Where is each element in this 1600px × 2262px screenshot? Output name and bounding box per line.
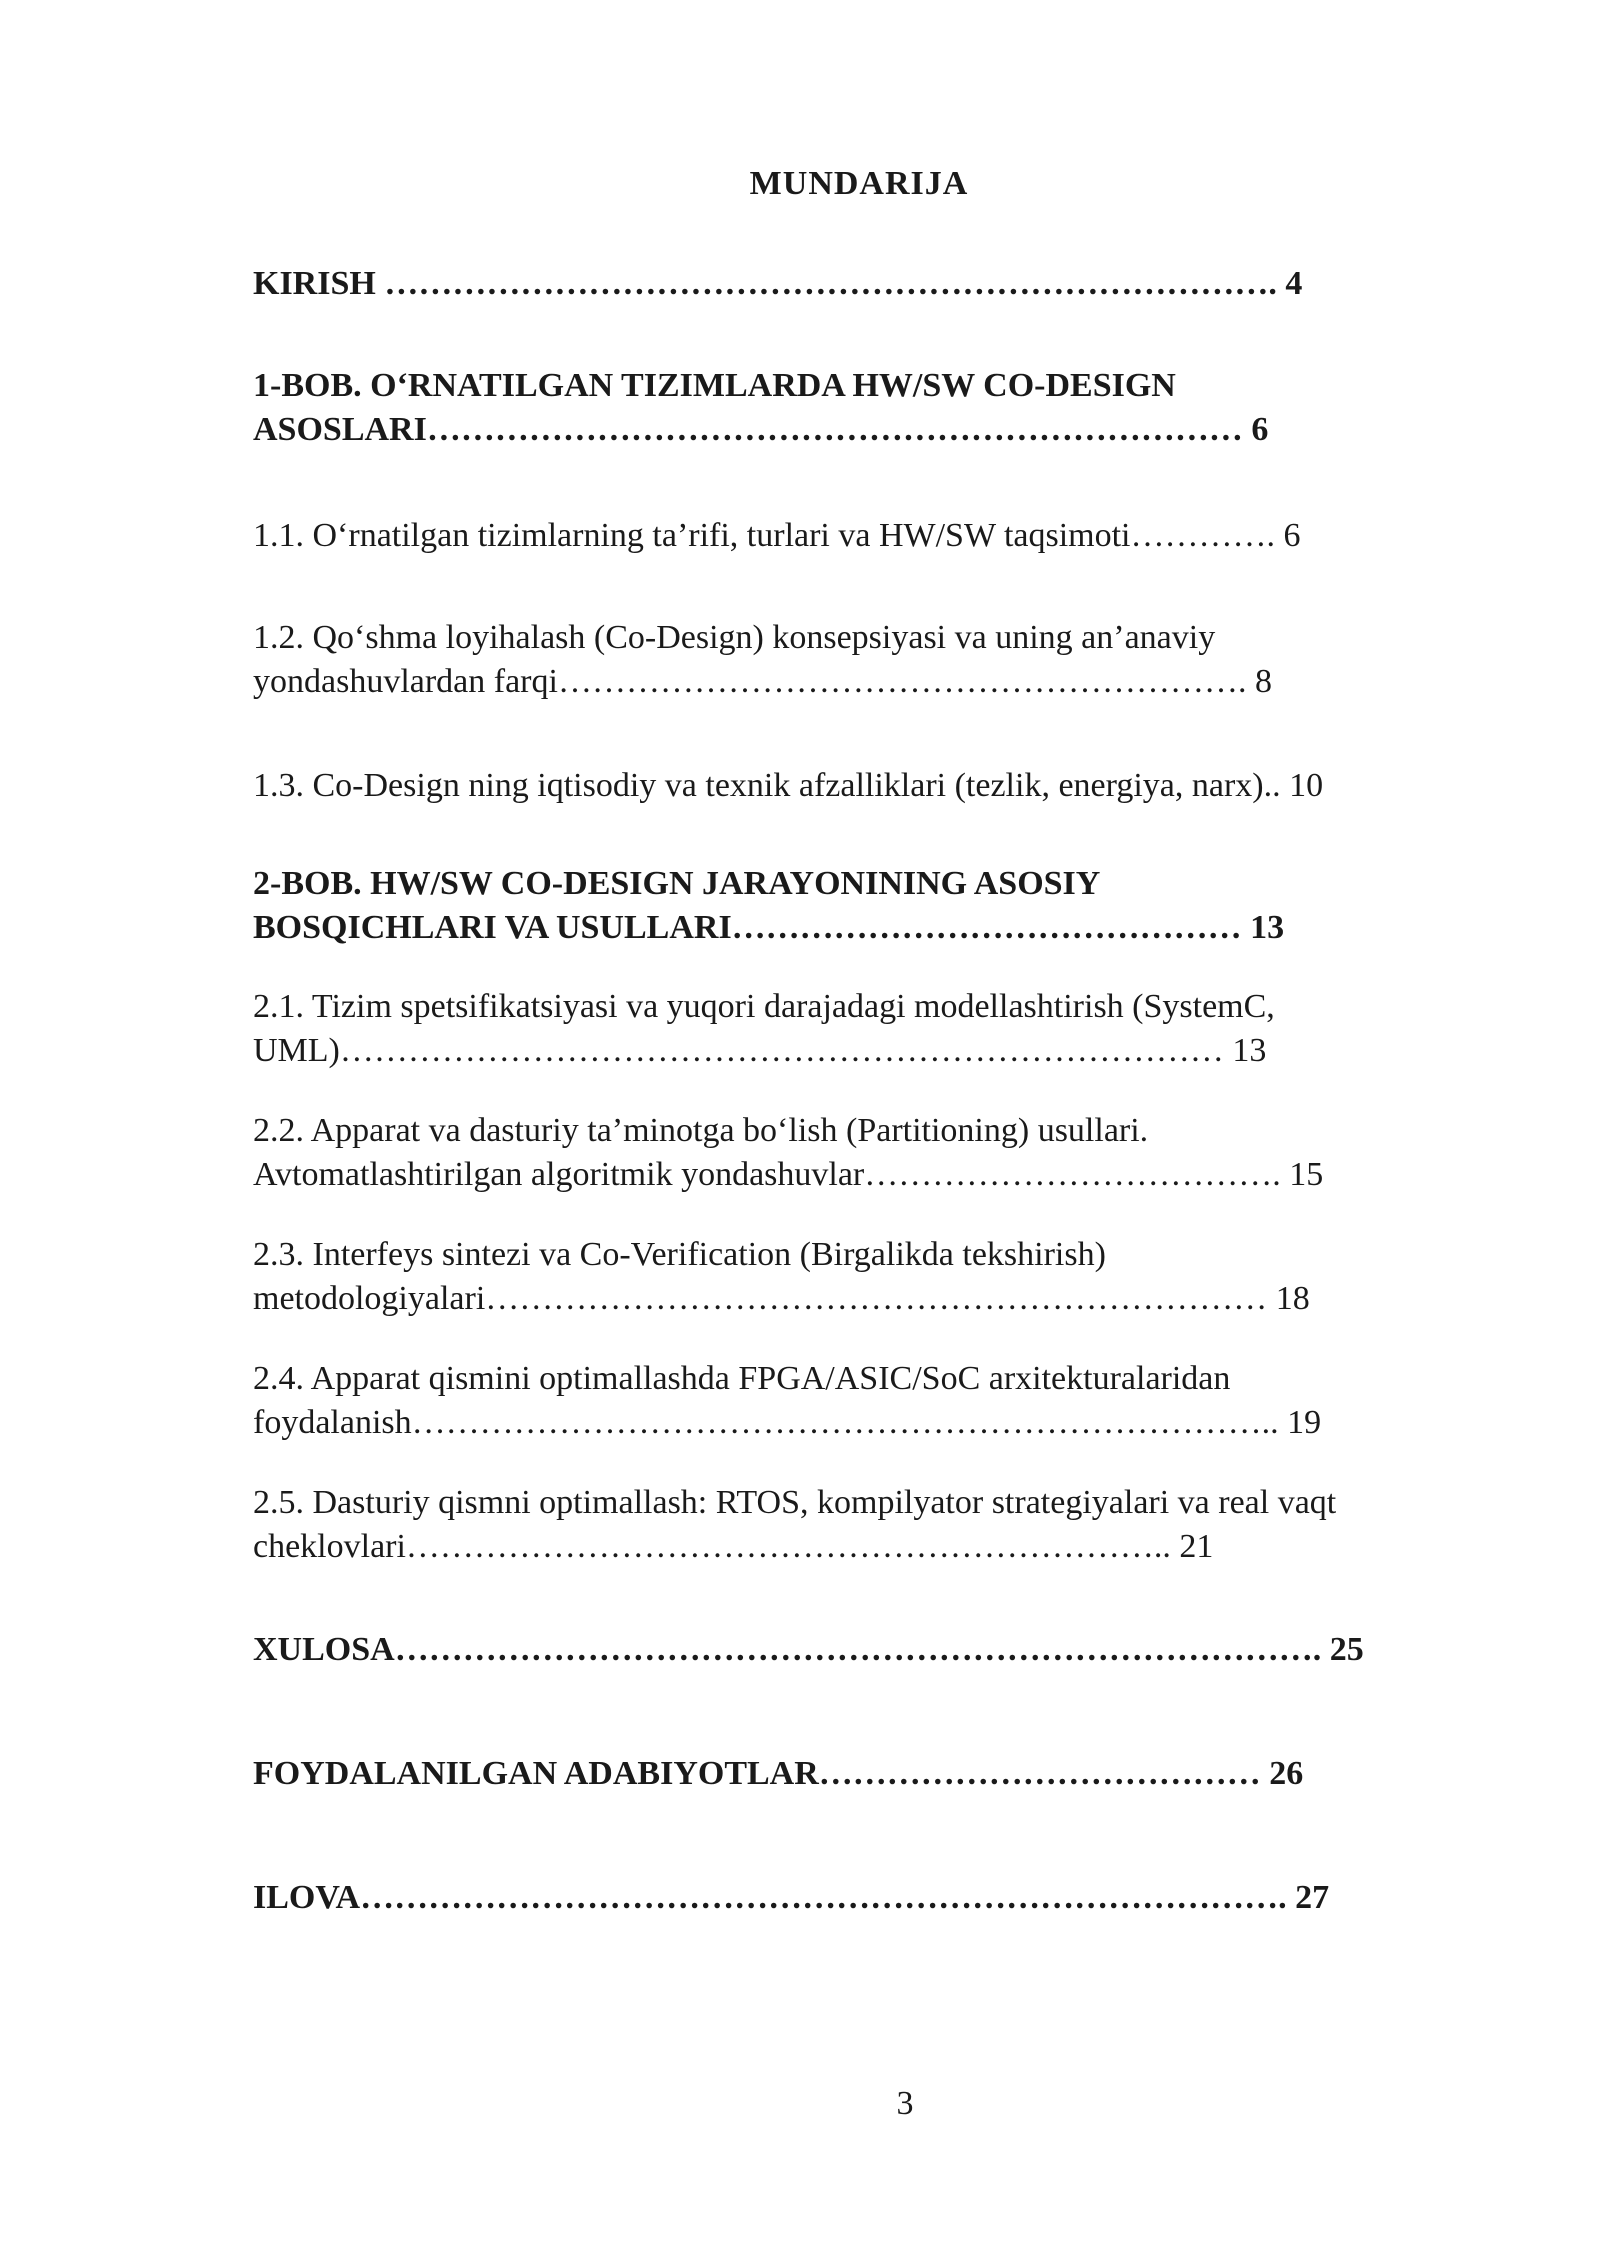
toc-entry-line: ASOSLARI……………………………………………………………… 6 xyxy=(253,411,1269,448)
toc-entry-section-2-5[interactable] xyxy=(253,1481,1458,1569)
toc-entry-section-2-1[interactable] xyxy=(253,985,1458,1073)
toc-entry-line: 1-BOB. O‘RNATILGAN TIZIMLARDA HW/SW CO-DESIGN xyxy=(253,367,1176,404)
toc-entry-references[interactable] xyxy=(253,1752,1458,1796)
toc-entry-line: 2.2. Apparat va dasturiy ta’minotga bo‘lish (Partitioning) usullari. xyxy=(253,1112,1149,1149)
toc-entry-line: 1.2. Qo‘shma loyihalash (Co-Design) konsepsiyasi va uning an’anaviy xyxy=(253,619,1216,656)
toc-entry-ilova[interactable] xyxy=(253,1876,1458,1920)
toc-entry-line: 2-BOB. HW/SW CO-DESIGN JARAYONINING ASOSIY xyxy=(253,865,1101,902)
toc-entry-chapter-1[interactable] xyxy=(253,364,1458,452)
toc-entry-line: BOSQICHLARI VA USULLARI……………………………………… 13 xyxy=(253,909,1285,946)
toc-entry-line: 2.4. Apparat qismini optimallashda FPGA/ASIC/SoC arxitekturalaridan xyxy=(253,1360,1231,1397)
toc-entry-chapter-2[interactable] xyxy=(253,862,1458,950)
toc-entry-line: 2.3. Interfeys sintezi va Co-Verification (Birgalikda tekshirish) xyxy=(253,1236,1106,1273)
toc-entry-line: yondashuvlardan farqi……………………………………………………. 8 xyxy=(253,663,1272,700)
toc-entry-line: ILOVA………………………………………………………………………. 27 xyxy=(253,1879,1330,1916)
toc-entry-section-2-3[interactable] xyxy=(253,1233,1458,1321)
toc-title: MUNDARIJA xyxy=(749,165,969,202)
toc-entry-xulosa[interactable] xyxy=(253,1628,1458,1672)
toc-entry-line: XULOSA………………………………………………………………………. 25 xyxy=(253,1631,1364,1668)
toc-entry-line: 1.3. Co-Design ning iqtisodiy va texnik afzalliklari (tezlik, energiya, narx).. 10 xyxy=(253,767,1324,804)
toc-entry-line: FOYDALANILGAN ADABIYOTLAR………………………………… 26 xyxy=(253,1755,1304,1792)
toc-entry-section-1-3[interactable] xyxy=(253,764,1458,808)
toc-entry-section-1-1[interactable] xyxy=(253,514,1458,558)
toc-entry-section-1-2[interactable] xyxy=(253,616,1458,704)
page-number: 3 xyxy=(896,2085,914,2122)
toc-entry-kirish[interactable] xyxy=(253,262,1458,306)
toc-entry-section-2-2[interactable] xyxy=(253,1109,1458,1197)
toc-entry-line: Avtomatlashtirilgan algoritmik yondashuvlar………………………………. 15 xyxy=(253,1156,1324,1193)
toc-entry-line: 2.1. Tizim spetsifikatsiyasi va yuqori darajadagi modellashtirish (SystemC, xyxy=(253,988,1275,1025)
toc-entry-line: cheklovlari………………………………………………………….. 21 xyxy=(253,1528,1214,1565)
toc-entry-line: metodologiyalari…………………………………………………………… 18 xyxy=(253,1280,1310,1317)
toc-entry-line: 2.5. Dasturiy qismni optimallash: RTOS, kompilyator strategiyalari va real vaqt xyxy=(253,1484,1337,1521)
toc-entry-line: 1.1. O‘rnatilgan tizimlarning ta’rifi, turlari va HW/SW taqsimoti…………. 6 xyxy=(253,517,1301,554)
toc-entry-line: foydalanish………………………………………………………………….. 19 xyxy=(253,1404,1322,1441)
toc-entry-line: KIRISH ……………………………………………………………………. 4 xyxy=(253,265,1303,302)
toc-entry-line: UML)…………………………………………………………………… 13 xyxy=(253,1032,1267,1069)
toc-entry-section-2-4[interactable] xyxy=(253,1357,1458,1445)
